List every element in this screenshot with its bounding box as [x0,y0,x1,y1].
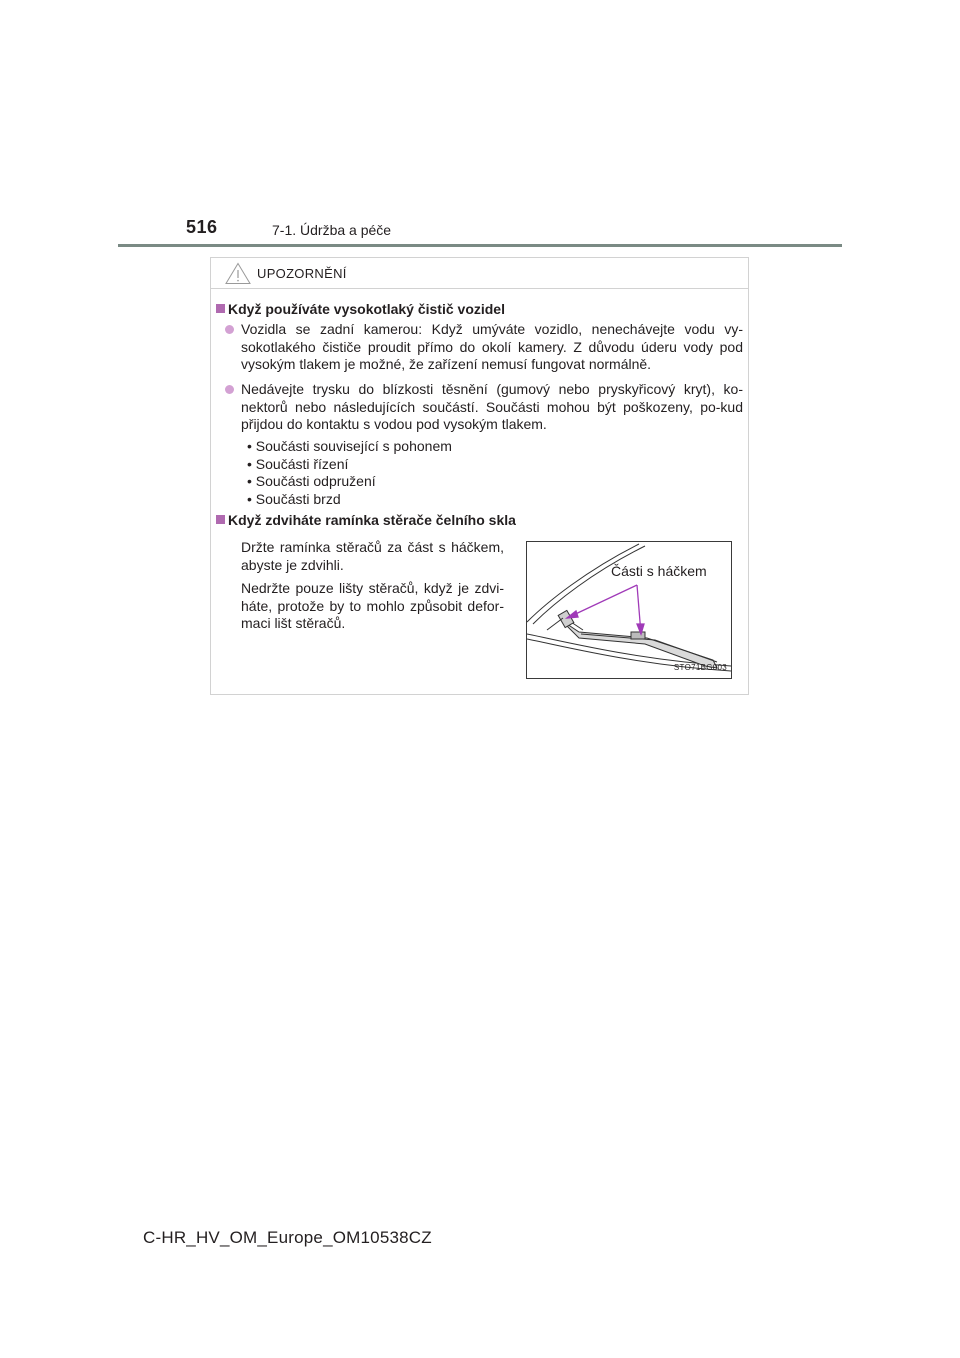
paragraph: Nedržte pouze lišty stěračů, když je zdvi-háte, protože by to mohlo způsobit defor-maci lišt stěračů. [241,580,504,631]
list-item: • Součásti odpružení [247,473,376,489]
component-list [247,438,452,508]
footer-doc-id: C-HR_HV_OM_Europe_OM10538CZ [143,1228,432,1247]
square-bullet-icon [216,515,225,524]
heading-wiper-arms: Když zdviháte ramínka stěrače čelního skla [216,512,516,530]
list-item: • Součásti související s pohonem [247,438,452,454]
list-item: • Součásti brzd [247,490,341,507]
paragraph: Držte ramínka stěračů za část s háčkem, abyste je zdvihli. [241,539,504,573]
callout-label: Části s háčkem [611,563,707,579]
heading-pressure-washer: Když používáte vysokotlaký čistič vozidel [216,301,505,319]
round-bullet-icon [225,385,234,394]
list-item [225,321,743,374]
warning-box [210,257,749,695]
round-bullet-icon [225,325,234,334]
bullet-text: Nedávejte trysku do blízkosti těsnění (gumový nebo pryskyřicový kryt), ko-nektorů nebo následujících součástí. Součásti mohou být poškozeny, po-kud přijdou do kontaktu s vodou pod vysokým tlakem. [241,381,743,432]
list-item: • Součásti řízení [247,455,349,472]
list-item [225,381,743,434]
figure-code: STO71BG003 [673,662,727,672]
warning-content [211,258,748,694]
bullet-text: Vozidla se zadní kamerou: Když umýváte vozidlo, nenechávejte vodu vy-sokotlakého čističe proudit přímo do okolí kamery. Z důvodu úderu vody pod vysokým tlakem je možné, že zařízení nemusí fungovat normálně. [241,321,743,372]
warning-label: UPOZORNĚNÍ [257,266,347,281]
section-title: 7-1. Údržba a péče [272,222,392,238]
header-rule [118,244,842,247]
square-bullet-icon [216,304,225,313]
page-number: 516 [186,217,218,237]
wiper-illustration [526,541,732,679]
